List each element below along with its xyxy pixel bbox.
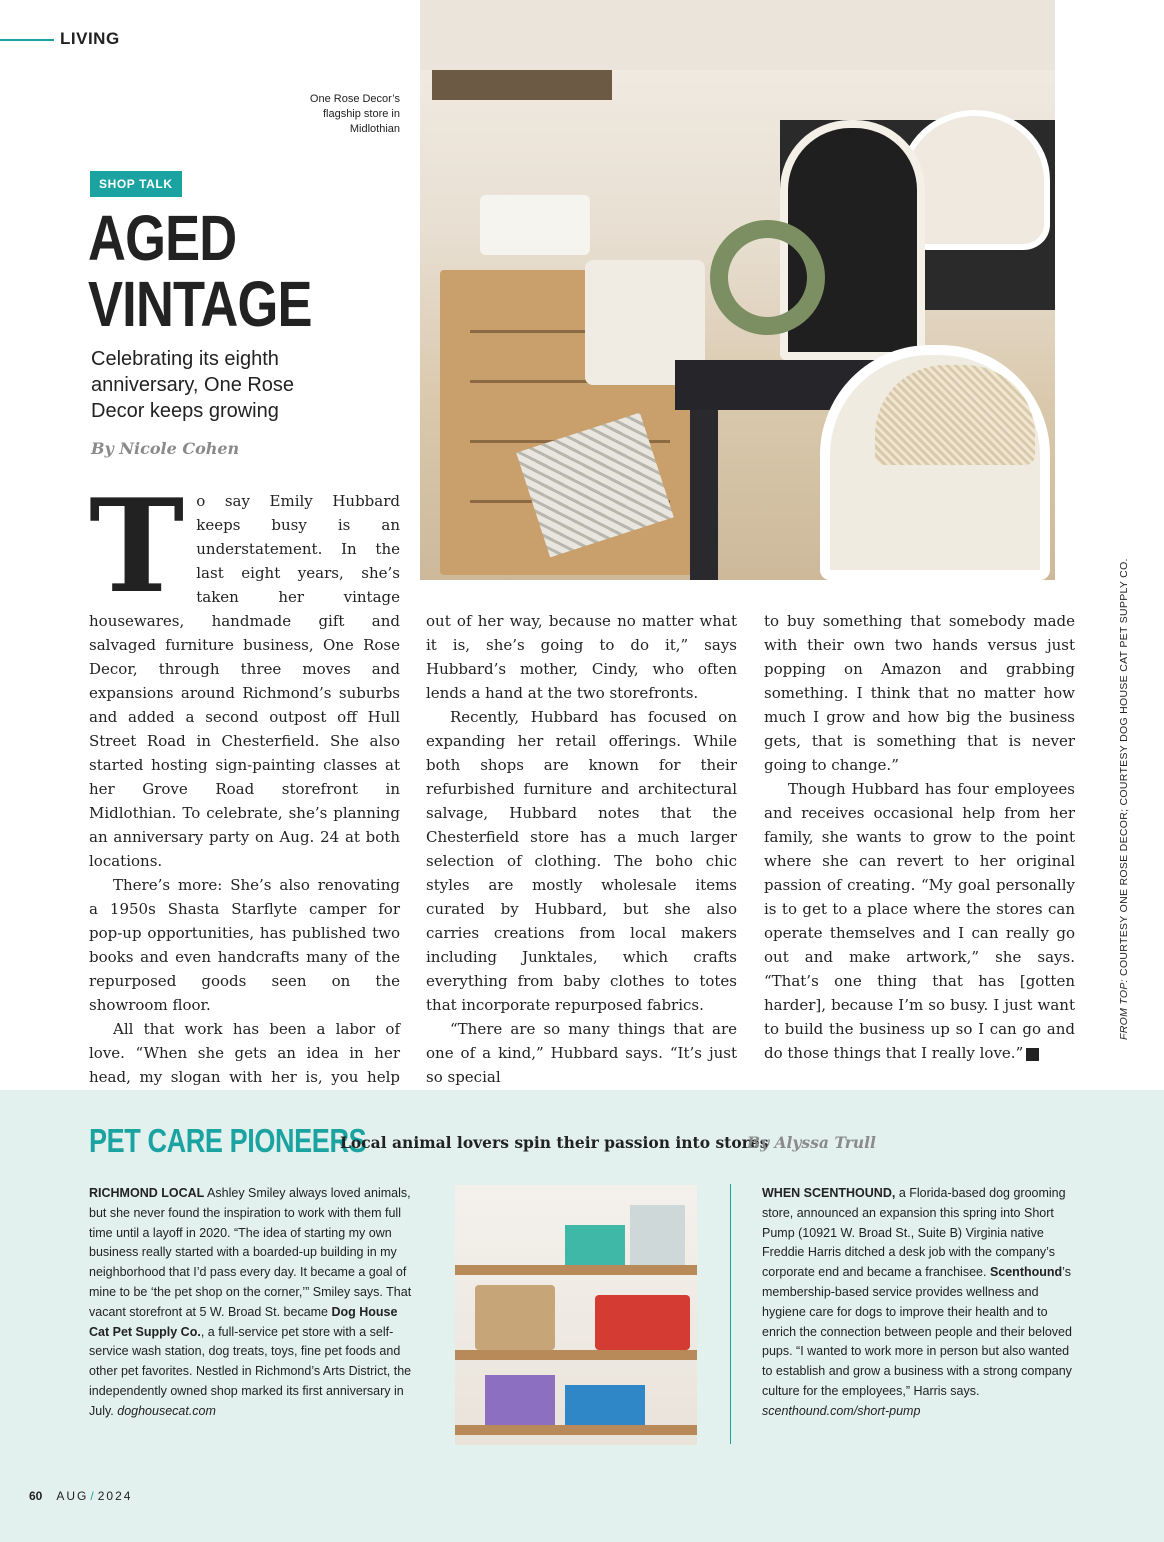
pet-care-title: PET CARE PIONEERS [89, 1122, 367, 1159]
issue-month: AUG [56, 1489, 89, 1503]
pet-photo-shelf-2 [455, 1350, 697, 1360]
paragraph-1 [89, 472, 400, 873]
story-2-url: scenthound.com/short-pump [762, 1403, 921, 1418]
pet-care-byline: By Alyssa Trull [747, 1133, 876, 1152]
pet-photo-blue-toys [565, 1385, 645, 1425]
paragraph-6-text: Though Hubbard has four employees and receives occasional help from her family, she wants to grow to the point where she can revert to her original passion of creating. “My goal personally is to get to a place where the stores can operate themselves and I can really go out and make artwork,” she says. “That’s one thing that has [gotten harder], because I’m so busy. I just want to build the business up so I can go and do those things that I really love.” [764, 780, 1075, 1062]
paragraph-5-continued: to buy something that somebody made with their own two hands versus just popping on Amazon and grabbing something. I think that no matter how much I grow and how big the business gets, that is something that is never going to change.” [764, 612, 1075, 774]
paragraph-1-text: o say Emily Hubbard keeps busy is an understatement. In the last eight years, she’s taken her vintage housewares, handmade gift and salvaged furniture business, One Rose Decor, through three moves and expansions around Richmond’s suburbs and added a second outpost off Hull Street Road in Chesterfield. She also started hosting sign-painting classes at her Grove Road storefront in Midlothian. To celebrate, she’s planning an anniversary party on Aug. 24 at both locations. [89, 492, 400, 870]
body-column-3 [764, 609, 1075, 1065]
body-column-1 [89, 472, 400, 1113]
story-1-text-a: Ashley Smiley always loved animals, but she never found the inspiration to work with them full time until a layoff in 2020. “The idea of starting my own business really started with a boarded-up building in my neighborhood that I’d pass every day. It became a goal of mine to be ‘the pet shop on the corner,’” Smiley says. That vacant storefront at 5 W. Broad St. became [89, 1186, 412, 1319]
photo-wooden-sign [432, 70, 612, 100]
photo-credit-text: COURTESY ONE ROSE DECOR; COURTESY DOG HOUSE CAT PET SUPPLY CO. [1118, 558, 1130, 976]
paragraph-3: All that work has been a labor of love. “When she gets an idea in her head, my slogan with her is, you help [89, 1020, 400, 1086]
headline-line-2: VINTAGE [88, 268, 312, 340]
photo-credit-prefix: FROM TOP: [1118, 979, 1130, 1040]
story-1-text-b: , a full-service pet store with a self-service wash station, dog treats, toys, fine pet foods and other pet favorites. Nestled in Richmond’s Arts District, the independently owned shop marked its first anniversary in July. [89, 1324, 412, 1418]
story-2-text-a: a Florida-based dog grooming store, announced an expansion this spring into Short Pump (10921 W. Broad St., Suite B) Virginia native Freddie Harris ditched a desk job with the company’s corporate end and became a franchisee. [762, 1186, 1066, 1280]
paragraph-4: Recently, Hubbard has focused on expanding her retail offerings. While both shops are known for their refurbished furniture and architectural salvage, Hubbard notes that the Chesterfield store has a much larger selection of clothing. The boho chic styles are mostly wholesale items curated by Hubbard, but she also carries creations from local makers including Junktales, which crafts everything from baby clothes to totes that incorporate repurposed fabrics. [426, 708, 737, 1014]
paragraph-5: “There are so many things that are one of a kind,” Hubbard says. “It’s just so special [426, 1020, 737, 1086]
story-2-lead: WHEN SCENTHOUND, [762, 1186, 896, 1200]
pet-photo-shelf-3 [455, 1425, 697, 1435]
pet-photo-teal-boxes [565, 1225, 625, 1265]
photo-credit [1118, 558, 1130, 1040]
paragraph-2: There’s more: She’s also renovating a 1950s Shasta Starflyte camper for pop-up opportunities, has published two books and even handcrafts many of the repurposed goods seen on the showroom floor. [89, 876, 400, 1014]
story-2-brand-name: Scenthound [989, 1265, 1063, 1280]
pet-story-scenthound [762, 1184, 1072, 1422]
story-1-lead: RICHMOND LOCAL [89, 1186, 205, 1200]
story-2-text-b: ’s membership-based service provides wellness and hygiene care for dogs to improve their health and to enrich the connection between people and their beloved pups. “I wanted to work more in person but also wanted to establish and grow a business with a strong company culture for the employees,” Harris says. [762, 1265, 1072, 1398]
pet-photo-red-bags [595, 1295, 690, 1350]
store-photo [420, 0, 1055, 580]
section-rule [0, 39, 54, 41]
pet-store-photo [455, 1185, 697, 1445]
paragraph-6 [764, 777, 1075, 1065]
page-number: 60 [29, 1489, 43, 1503]
paragraph-3-continued: out of her way, because no matter what it is, she’s going to do it,” says Hubbard’s mother, Cindy, who often lends a hand at the two storefronts. [426, 612, 737, 702]
folio-slash: / [90, 1489, 96, 1503]
pet-photo-treat-bags [475, 1285, 555, 1350]
story-1-store-name: Dog House Cat Pet Supply Co. [89, 1304, 398, 1339]
end-mark-icon: R [1026, 1048, 1039, 1061]
pet-photo-shelf-1 [455, 1265, 697, 1275]
article-deck: Celebrating its eighth anniversary, One Rose Decor keeps growing [91, 348, 295, 422]
story-1-url: doghousecat.com [117, 1403, 216, 1418]
photo-desk-leg [690, 410, 718, 580]
photo-ceiling-beam [420, 0, 1055, 70]
drop-cap: T [89, 472, 185, 622]
photo-caption: One Rose Decor’s flagship store in Midlothian [309, 93, 400, 135]
kicker-tag: SHOP TALK [90, 171, 182, 197]
issue-year: 2024 [97, 1489, 133, 1503]
folio [29, 1489, 132, 1503]
photo-wreath [710, 220, 825, 335]
pet-story-richmond-local [89, 1184, 419, 1422]
pet-care-deck: Local animal lovers spin their passion into stores [340, 1133, 769, 1152]
headline-line-1: AGED [88, 202, 237, 274]
headline [88, 202, 312, 340]
photo-mugs [480, 195, 590, 255]
section-label: LIVING [60, 29, 120, 48]
body-column-2 [426, 609, 737, 1089]
column-divider [730, 1184, 731, 1444]
pet-photo-jars [630, 1205, 685, 1265]
pet-photo-purple-boxes [485, 1375, 555, 1425]
article-byline: By Nicole Cohen [91, 439, 240, 458]
